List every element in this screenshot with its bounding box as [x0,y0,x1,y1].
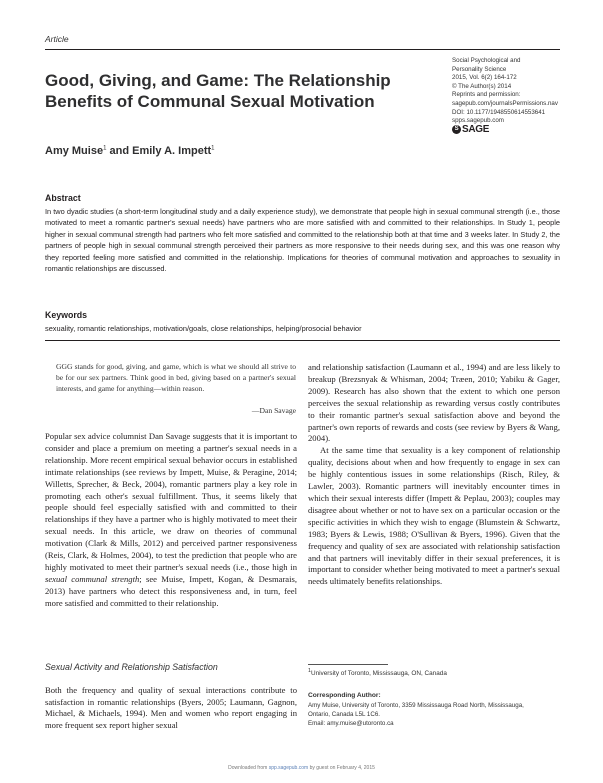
body-column-left-continued [45,676,297,741]
section-heading: Sexual Activity and Relationship Satisfaction [45,662,218,672]
epigraph-attribution: —Dan Savage [251,406,296,415]
affiliation-footnote: $^1$University of Toronto, Mississauga, ON, Canada [308,668,447,678]
footer-link[interactable]: spp.sagepub.com [268,765,309,771]
paragraph: At the same time that sexuality is a key component of relationship quality, decisions about when and how frequently to engage in sex can be highly contentious issues in some relationships (Risch, Riley, & Lawler, 2003). Romantic partners will inevitably encounter times in which their sexual interests differ (Impett & Peplau, 2003); couples may disagree about whether or not to have sex on a particular occasion or the specific activities in which they wish to engage (Blumstein & Schwartz, 1983; Byers & Lewis, 1988; O'Sullivan & Byers, 1996). Given that the frequency and quality of sex are associated with relationship satisfaction and that partners will inevitably differ in their sexual preferences, it is important to consider whether being motivated to meet a partner's sexual needs ultimately benefits relationships. [308,445,560,587]
meta-line: Personality Science [452,65,507,73]
section-rule [45,340,560,341]
body-column-left [45,431,297,610]
author-affil-sup: 1 [103,145,107,152]
abstract-heading: Abstract [45,193,81,203]
author-affil-sup: 1 [211,145,215,152]
meta-line: © The Author(s) 2014 [452,82,512,90]
article-label: Article [45,34,69,44]
author-join: and [109,145,130,157]
corresponding-email[interactable]: Email: amy.muise@utoronto.ca [308,720,394,727]
corresponding-author-heading: Corresponding Author: [308,692,381,699]
footnote-rule [308,664,388,665]
publisher-name: SAGE [462,124,490,135]
top-rule [45,49,560,50]
body-column-right [308,362,560,588]
journal-meta [452,57,572,126]
keywords-heading: Keywords [45,310,88,320]
sage-logo-icon: S [452,125,461,134]
download-footer: Downloaded from spp.sagepub.com by guest on February 4, 2015 [228,765,375,771]
paper-title: Good, Giving, and Game: The Relationship Benefits of Communal Sexual Motivation [45,71,391,111]
meta-line: 2015, Vol. 6(2) 164-172 [452,74,517,82]
meta-line[interactable]: sagepub.com/journalsPermissions.nav [452,99,558,107]
paragraph: Popular sex advice columnist Dan Savage suggests that it is important to consider and place a premium on meeting a partner's sexual needs in a relationship. More recent empirical sexual behavior occurs in established intimate relationships (see reviews by Impett, Muise, & Peragine, 2014; Willetts, Sprecher, & Beck, 2004), romantic partners play a key role in promoting each other's sexual fulfillment. Thus, it seems likely that people should feel especially satisfied with and committed to their relationships if they have a partner who is highly motivated to meet their sexual needs. In this article, we draw on theories of communal motivation (Clark & Mills, 2012) and perceived partner responsiveness (Reis, Clark, & Holmes, 2004), to test the prediction that people who are highly motivated to meet their partner's sexual needs (i.e., those high in sexual communal strength; see Muise, Impett, Kogan, & Desmarais, 2013) have partners who detect this responsiveness and, in turn, feel more satisfied and committed to their relationship. [45,431,298,608]
keywords-text: sexuality, romantic relationships, motivation/goals, close relationships, helping/prosocial behavior [45,324,362,333]
meta-line: DOI: 10.1177/1948550614553641 [452,108,546,116]
author-name: Amy Muise [45,145,104,157]
author-name: Emily A. Impett [132,145,212,157]
epigraph-quote: GGG stands for good, giving, and game, which is what we should all strive to be for our sex partners. Think good in bed, giving based on a partner's sexual interests, and game for anything—within reason. [56,362,296,393]
paragraph: Both the frequency and quality of sexual interactions contribute to satisfaction in romantic relationships (Byers, 2005; Laumann, Gagnon, Michael, & Michaels, 1994). Men and women who report engaging in more frequent sex report higher sexual [45,684,297,731]
abstract-text: In two dyadic studies (a short-term longitudinal study and a daily experience study), we demonstrate that people high in sexual communal strength (i.e., those motivated to meet a romantic partner's sexual needs) have partners who are more satisfied with and committed to their relationships. In Study 1, people higher in sexual communal strength had partners who felt more satisfied and committed to the relationship both at that time and 3 weeks later. In Study 2, the partners of people high in sexual communal strength perceived their partners as more responsive to their needs during sex, and this was one reason why they reported feeling more satisfied and committed in the relationship. Implications for theories of communal motivation and approaches to sexuality in romantic relationships are discussed. [45,207,560,274]
meta-line[interactable]: Reprints and permission: [452,91,521,99]
paragraph: and relationship satisfaction (Laumann et al., 1994) and are less likely to breakup (Brezsnyak & Whisman, 2004; Træen, 2010; Yabiku & Gager, 2009). Research has also shown that the extent to which one person perceives the sexual relationship as rewarding versus costly contributes to their romantic partner's sexual satisfaction above and beyond the partner's own reports of rewards and costs (see review by Byers & Wang, 2004). [308,362,560,444]
corresponding-author-details: Amy Muise, University of Toronto, 3359 Mississauga Road North, Mississauga, Ontario, Canada L5L 1C6. Email: amy.muise@utoronto.ca [308,701,560,728]
meta-line: Social Psychological and [452,57,521,64]
authors [45,145,215,157]
meta-line[interactable]: spps.sagepub.com [452,117,504,125]
publisher-logo [452,124,489,135]
